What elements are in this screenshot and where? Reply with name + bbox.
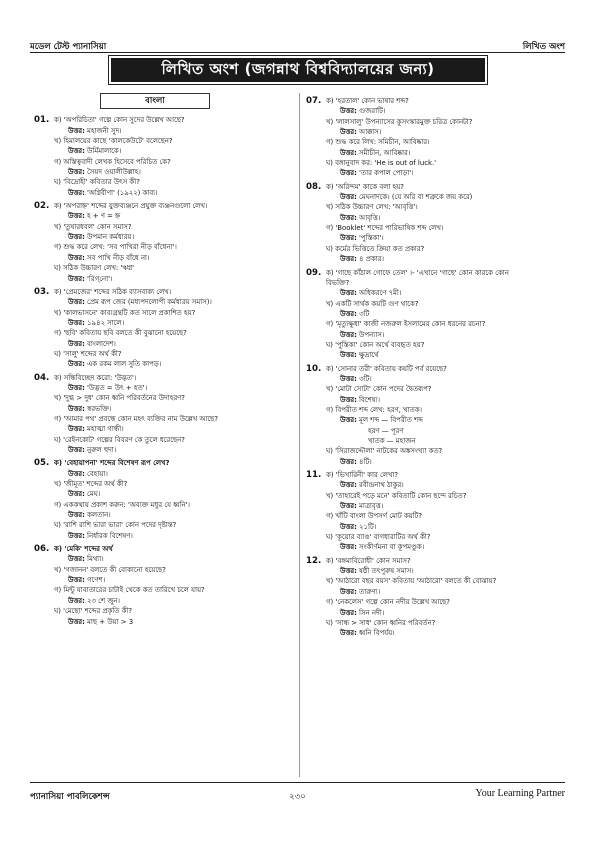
question-text: খ) একটি সার্থক কয়টি গুণ থাকে? bbox=[326, 299, 419, 308]
question-text: ঘ) 'পুস্তিকা' কোন অর্থে ব্যবহৃত হয়? bbox=[326, 340, 425, 349]
question-text: খ) 'আঠারো বছর বয়স' কবিতায় 'আঠারো' বলতে কী বোঝায়? bbox=[326, 577, 497, 586]
answer-text: নির্ধারক বিশেষণ। bbox=[84, 531, 133, 540]
answer-label: উত্তর: bbox=[68, 596, 85, 605]
answer-continuation: খাতক — মহাজন bbox=[368, 437, 416, 445]
answer-label: উত্তর: bbox=[68, 233, 85, 242]
answer-text: মাত্রাবৃত্ত। bbox=[356, 502, 384, 511]
question-text: গ) 'আমার পথ' প্রবন্ধে কোন মহৎ ব্যক্তির নাম উল্লেখ আছে? bbox=[54, 414, 218, 423]
answer-text: ষষ্ঠী তৎপুরুষ সমাস। bbox=[356, 567, 414, 576]
answer-text: সমীচীন, আবিষ্কার। bbox=[356, 148, 411, 157]
answer-text: 'রিগ্‌নো'। bbox=[84, 274, 113, 283]
answer-text: ২১টি। bbox=[356, 522, 377, 531]
answer-label: উত্তর: bbox=[68, 318, 85, 327]
question-body bbox=[54, 115, 296, 198]
answer-text: ২৩ শে জুন। bbox=[84, 596, 120, 605]
left-column bbox=[34, 93, 296, 627]
answer-text: রবীন্দ্রনাথ ঠাকুর। bbox=[356, 481, 404, 490]
question-text: গ) 'ছবি' কবিতায় ছবি বলতে কী বুঝানো হয়েছে? bbox=[54, 329, 187, 338]
answer-text: বেহায়া। bbox=[84, 469, 108, 478]
answer-text: মেঘ। bbox=[84, 490, 101, 499]
footer-rule bbox=[30, 782, 565, 783]
question-block bbox=[34, 544, 296, 627]
section-banner-title: লিখিত অংশ (জগন্নাথ বিশ্ববিদ্যালয়ের জন্য) bbox=[111, 58, 485, 82]
answer-label: উত্তর: bbox=[340, 289, 357, 298]
question-text: ক) 'গাছে কাঁঠাল গোফে তেল' ।- 'এখানে 'গাছে' কোন কারকে কোন bbox=[326, 268, 509, 277]
question-number: 10. bbox=[306, 363, 322, 374]
answer-line bbox=[54, 510, 296, 520]
answer-line bbox=[326, 233, 568, 243]
answer-line bbox=[326, 254, 568, 264]
question-body bbox=[326, 364, 568, 467]
question-text: গ) 'মৃত্যুক্ষুধা' কাজী নজরুল ইসলামের কোন ধরনের রচনা? bbox=[326, 320, 486, 329]
answer-text: হ + ণ = হ্ন bbox=[84, 212, 121, 221]
question-text: ঘ) কর্মের ভিত্তিতে ক্রিয়া কত প্রকার? bbox=[326, 244, 425, 253]
answer-text: বাংলাদেশ। bbox=[84, 339, 116, 348]
answer-line bbox=[326, 213, 568, 223]
answer-text: মহাজনী সুদ। bbox=[84, 126, 122, 135]
question-number: 03. bbox=[34, 286, 50, 297]
column-divider bbox=[299, 93, 300, 777]
question-text: ঘ) বঙ্গানুবাদ কর: 'He is out of luck.' bbox=[326, 159, 437, 168]
question-number: 07. bbox=[306, 96, 322, 106]
answer-line bbox=[326, 148, 568, 158]
answer-text: 'উদ্ভত = উৎ + হত'। bbox=[84, 383, 148, 392]
answer-line bbox=[326, 192, 568, 202]
subject-heading: বাংলা bbox=[100, 93, 210, 109]
question-body bbox=[54, 201, 296, 284]
answer-line bbox=[54, 253, 296, 263]
answer-text: সব পাখি নীড় বাঁধে না। bbox=[84, 253, 150, 262]
answer-line bbox=[326, 566, 568, 576]
question-text: ক) 'প্রেমজের' শব্দের সঠিক ব্যাসবাক্য লেখ। bbox=[54, 287, 172, 296]
answer-line bbox=[326, 608, 568, 618]
answer-line bbox=[54, 489, 296, 499]
question-body bbox=[54, 458, 296, 541]
question-text: ঘ) 'রেইনকোট' গল্পের বিবরণ কে তুলে ধরেছেন? bbox=[54, 435, 185, 444]
question-block bbox=[306, 96, 568, 179]
question-text: গ) অস্তিত্ববাদী লেখক হিসেবে পরিচিত কে? bbox=[54, 157, 171, 166]
question-block bbox=[34, 201, 296, 284]
answer-line bbox=[54, 211, 296, 221]
question-text: ঘ) 'রাশি রাশি ভারা ভারা' কোন পদের দৃষ্টান্ত? bbox=[54, 521, 177, 530]
answer-line bbox=[54, 617, 296, 627]
question-block bbox=[34, 458, 296, 541]
answer-text: স্বরভক্তি। bbox=[84, 404, 112, 413]
answer-label: উত্তর: bbox=[340, 213, 357, 222]
answer-label: উত্তর: bbox=[340, 522, 357, 531]
question-text: ঘ) 'সালু' শব্দের অর্থ কী? bbox=[54, 349, 122, 358]
answer-text: সিন নদী। bbox=[356, 608, 385, 617]
answer-line bbox=[326, 480, 568, 490]
answer-label: উত্তর: bbox=[340, 374, 357, 383]
question-text: খ) 'তাহারেই পড়ে মনে' কবিতাটি কোন ছন্দে রচিত? bbox=[326, 491, 467, 500]
question-text: ক) সন্ধিবিচ্ছেদ করো: 'উদ্ভত'। bbox=[54, 373, 137, 382]
question-text: খ) 'কালভাসনে' কাব্যগ্রন্থটি কত সালে প্রকাশিত হয়? bbox=[54, 308, 196, 317]
answer-label: উত্তর: bbox=[68, 383, 85, 392]
answer-line bbox=[54, 188, 296, 198]
header-section-title: লিখিত অংশ bbox=[522, 42, 565, 52]
answer-text: গুজরাটি। bbox=[356, 107, 386, 116]
question-text: খ) 'জীমূত' শব্দের অর্থ কী? bbox=[54, 480, 128, 489]
question-number: 01. bbox=[34, 115, 50, 126]
answer-line bbox=[326, 542, 568, 552]
question-text: ঘ) 'মেছো' শব্দের প্রকৃতি কী? bbox=[54, 607, 133, 616]
question-number: 11. bbox=[306, 470, 322, 481]
question-text: খ) 'দুগ্ধ > দুধ' কোন ধ্বনি পরিবর্তনের উদাহরণ? bbox=[54, 394, 185, 403]
answer-text: উর্মিমালাকে। bbox=[84, 147, 122, 156]
answer-label: উত্তর: bbox=[340, 543, 357, 552]
question-text: ক) 'অপরাহ্ন' শব্দের যুক্তব্যঞ্জনে প্রযুক্ত ব্যঞ্জনগুলো লেখ। bbox=[54, 202, 208, 211]
answer-line bbox=[326, 127, 568, 137]
answer-line bbox=[54, 126, 296, 136]
answer-line bbox=[326, 587, 568, 597]
answer-text: উপন্যাস। bbox=[356, 330, 385, 339]
answer-label: উত্তর: bbox=[68, 511, 85, 520]
question-number: 02. bbox=[34, 201, 50, 212]
answer-line bbox=[54, 596, 296, 606]
question-text: ক) 'অপরিচিতা' গল্পে কোন সুদের উল্লেখ আছে? bbox=[54, 116, 185, 125]
answer-line bbox=[326, 628, 568, 638]
question-text: ঘ) 'সিরাজদ্দৌলা' নাটকের অঙ্কসংখ্যা কত? bbox=[326, 447, 443, 456]
answer-line bbox=[326, 395, 568, 405]
answer-line bbox=[326, 288, 568, 298]
answer-line bbox=[326, 350, 568, 360]
answer-text: নুরুল হুদা। bbox=[84, 446, 117, 454]
question-text: ক) 'হরতাল' কোন ভাষার শব্দ? bbox=[326, 97, 409, 105]
question-text: খ) হিমালয়ের কাছে 'কালকেউটে' বলেছেন? bbox=[54, 137, 173, 146]
answer-label: উত্তর: bbox=[68, 425, 85, 434]
answer-text: আক্কাস। bbox=[356, 128, 382, 137]
answer-text: উপমান কর্মধারয়। bbox=[84, 233, 135, 242]
answer-label: উত্তর: bbox=[340, 416, 357, 425]
question-block bbox=[34, 115, 296, 198]
answer-line bbox=[54, 469, 296, 479]
right-column bbox=[306, 93, 568, 639]
question-number: 09. bbox=[306, 267, 322, 278]
question-number: 05. bbox=[34, 458, 50, 469]
footer-publisher: প্যানাসিয়া পাবলিকেশন্স bbox=[30, 792, 110, 802]
answer-line bbox=[54, 232, 296, 242]
answer-text: ৪ প্রকার। bbox=[356, 255, 384, 264]
question-body bbox=[326, 268, 568, 361]
answer-line bbox=[54, 339, 296, 349]
answer-continuation: হরণ — পূরণ bbox=[368, 426, 404, 435]
answer-label: উত্তর: bbox=[68, 339, 85, 348]
answer-text: বিশেষ্য। bbox=[356, 395, 380, 404]
answer-line bbox=[54, 575, 296, 585]
answer-text: ৪টি। bbox=[356, 457, 372, 466]
answer-text: মেঘনাদকে। (যে অরি বা শত্রুকে জয় করে) bbox=[356, 193, 473, 202]
question-body bbox=[54, 373, 296, 456]
answer-label: উত্তর: bbox=[340, 629, 357, 638]
answer-label: উত্তর: bbox=[340, 309, 357, 318]
answer-text: ধ্বনি বিপর্যয়। bbox=[356, 629, 395, 638]
question-number: 08. bbox=[306, 181, 322, 192]
question-text: গ) শুদ্ধ করে লেখ: 'সব পাখিরা নীড় বাঁধেনা'। bbox=[54, 243, 177, 252]
header-book-title: মডেল টেস্ট প্যানাসিয়া bbox=[30, 42, 107, 52]
question-block bbox=[34, 373, 296, 456]
answer-label: উত্তর: bbox=[68, 188, 85, 197]
question-number: 12. bbox=[306, 555, 322, 566]
answer-line bbox=[54, 445, 296, 455]
answer-label: উত্তর: bbox=[340, 255, 357, 264]
question-number: 06. bbox=[34, 544, 50, 555]
answer-line bbox=[326, 309, 568, 319]
question-text: ঘ) 'সান্ধ > সাধ' কোন ধ্বনির পরিবর্তন? bbox=[326, 618, 436, 627]
answer-line bbox=[326, 522, 568, 532]
answer-label: উত্তর: bbox=[340, 107, 357, 116]
question-text: খ) 'লালসালু' উপন্যাসের কুসংস্কারমুক্ত চরিত্র কোনটা? bbox=[326, 117, 473, 126]
answer-text: 'পুস্তিকা'। bbox=[356, 234, 384, 243]
answer-line bbox=[326, 330, 568, 340]
answer-line bbox=[326, 106, 568, 116]
header-rule bbox=[30, 52, 565, 53]
answer-text: এক রকম লাল সুতি কাপড়। bbox=[84, 360, 162, 369]
answer-label: উত্তর: bbox=[340, 481, 357, 490]
question-body bbox=[326, 96, 568, 179]
question-text: ক) 'মেকি' শব্দের অর্থ bbox=[54, 545, 113, 554]
answer-text: মহাত্মা গান্ধী। bbox=[84, 425, 124, 434]
answer-line bbox=[54, 146, 296, 156]
answer-label: উত্তর: bbox=[68, 274, 85, 283]
question-text: গ) 'Booklet' শব্দের পারিভাষিক শব্দ লেখ। bbox=[326, 224, 444, 233]
answer-label: উত্তর: bbox=[340, 587, 357, 596]
answer-label: উত্তর: bbox=[68, 555, 85, 564]
answer-text: মাছ + উয়া > 3 bbox=[84, 617, 134, 626]
question-text: ক) 'অরিন্দম' কাকে বলা হয়? bbox=[326, 182, 404, 191]
answer-label: উত্তর: bbox=[340, 457, 357, 466]
answer-text: ৩টি। bbox=[356, 374, 372, 383]
question-text: ক) 'বেহায়াপনা' শব্দের বিশেষণ রূপ লেখ? bbox=[54, 459, 170, 468]
answer-line bbox=[326, 374, 568, 384]
answer-text: গণেশ। bbox=[84, 576, 106, 585]
section-banner bbox=[108, 55, 488, 85]
footer-tagline: Your Learning Partner bbox=[475, 788, 565, 799]
question-block bbox=[306, 182, 568, 265]
question-text: গ) খাঁটি বাংলা উপসর্গ মোট কয়টি? bbox=[326, 512, 423, 521]
question-text: খ) 'তুষারধবল' কোন সমাস? bbox=[54, 222, 132, 231]
question-body bbox=[326, 182, 568, 265]
question-text: ঘ) 'বিদ্রোহী' কবিতার উৎস কী? bbox=[54, 178, 140, 187]
answer-label: উত্তর: bbox=[68, 298, 85, 307]
answer-line bbox=[54, 274, 296, 284]
question-block bbox=[34, 287, 296, 370]
question-text: ক) 'বঙ্গমাবিরোধী' কোন সমাস? bbox=[326, 556, 411, 565]
question-text: ক) 'ভিখারিনী' কার লেখা? bbox=[326, 471, 399, 480]
answer-text: মূল শব্দ — বিপরীত শব্দ bbox=[356, 416, 423, 425]
answer-label: উত্তর: bbox=[68, 469, 85, 478]
question-text: খ) সঠিক উচ্চারণ লেখ: 'আবৃত্তি'। bbox=[326, 203, 418, 212]
answer-line bbox=[54, 404, 296, 414]
answer-text: ক্ষুদ্রার্থে bbox=[356, 351, 379, 360]
answer-line bbox=[54, 531, 296, 541]
answer-text: আবৃত্তি। bbox=[356, 213, 381, 222]
answer-text: প্রেম রূপ জের (মধ্যপদলোপী কর্মধারয় সমাস)। bbox=[84, 298, 212, 307]
question-number: 04. bbox=[34, 372, 50, 383]
question-text: খ) 'মোটা সোটা' কোন পদের দ্বৈতরূপ? bbox=[326, 385, 432, 394]
answer-text: 'অগ্নিবীণা' (১৯২২) কাব্য। bbox=[84, 188, 158, 197]
answer-line bbox=[326, 501, 568, 511]
answer-label: উত্তর: bbox=[68, 147, 85, 156]
answer-label: উত্তর: bbox=[340, 169, 357, 178]
answer-text: অধিকরণে ৭মী। bbox=[356, 289, 402, 298]
answer-line bbox=[54, 554, 296, 564]
question-block bbox=[306, 556, 568, 639]
answer-text: সৈয়দ ওয়ালীউল্লাহ। bbox=[84, 168, 141, 177]
answer-label: উত্তর: bbox=[340, 330, 357, 339]
answer-line bbox=[326, 457, 568, 467]
question-text: ঘ) সঠিক উচ্চারণ লেখ: 'ঋগ্ন' bbox=[54, 264, 134, 273]
question-body bbox=[54, 287, 296, 370]
answer-text: 'তার কপাল পোড়া'। bbox=[356, 169, 414, 178]
question-continuation: বিভক্তি? bbox=[326, 278, 350, 287]
answer-label: উত্তর: bbox=[68, 446, 85, 454]
question-body bbox=[54, 544, 296, 627]
answer-label: উত্তর: bbox=[68, 126, 85, 135]
answer-label: উত্তর: bbox=[68, 360, 85, 369]
answer-label: উত্তর: bbox=[68, 212, 85, 221]
answer-text: কলতান। bbox=[84, 511, 111, 520]
question-block bbox=[306, 470, 568, 553]
answer-text: তারুণ্য। bbox=[356, 587, 381, 596]
answer-line bbox=[54, 297, 296, 307]
answer-label: উত্তর: bbox=[68, 168, 85, 177]
answer-line bbox=[326, 168, 568, 178]
question-text: গ) বিপরীত শব্দ লেখ: হরণ, খাতক। bbox=[326, 405, 423, 414]
answer-line bbox=[54, 383, 296, 393]
answer-label: উত্তর: bbox=[68, 617, 85, 626]
answer-label: উত্তর: bbox=[340, 502, 357, 511]
answer-label: উত্তর: bbox=[68, 404, 85, 413]
answer-line bbox=[54, 318, 296, 328]
answer-text: ১৯৪২ সালে। bbox=[84, 318, 125, 327]
answer-text: মিথ্যা। bbox=[84, 555, 104, 564]
question-block bbox=[306, 268, 568, 361]
question-text: গ) মিন্টু যাবাতারের চাটাই থেকে কত তারিখে চলে যায়? bbox=[54, 586, 205, 595]
question-text: গ) শুদ্ধ করে লিখ: সমিচীন, আবিষ্কার। bbox=[326, 138, 430, 147]
answer-label: উত্তর: bbox=[68, 576, 85, 585]
answer-label: উত্তর: bbox=[340, 193, 357, 202]
question-text: ক) 'সোনার তরী' কবিতায় কয়টি পর্ব রয়েছে? bbox=[326, 364, 447, 373]
answer-label: উত্তর: bbox=[340, 148, 357, 157]
page-number: ২৩০ bbox=[289, 792, 306, 802]
answer-line bbox=[54, 359, 296, 369]
answer-label: উত্তর: bbox=[340, 608, 357, 617]
answer-label: উত্তর: bbox=[68, 253, 85, 262]
question-text: গ) এককথায় প্রকাশ করুন: 'অব্যক্ত মধুর যে ধ্বনি'। bbox=[54, 500, 190, 509]
question-block bbox=[306, 364, 568, 467]
answer-label: উত্তর: bbox=[340, 567, 357, 576]
answer-label: উত্তর: bbox=[340, 128, 357, 137]
answer-text: ৩টি bbox=[356, 309, 370, 318]
answer-label: উত্তর: bbox=[68, 531, 85, 540]
answer-line bbox=[54, 424, 296, 434]
answer-label: উত্তর: bbox=[340, 395, 357, 404]
question-text: ঘ) 'কূয়োর ব্যাঙ' বাগধারাটির অর্থ কী? bbox=[326, 533, 431, 542]
question-body bbox=[326, 470, 568, 553]
question-body bbox=[326, 556, 568, 639]
answer-text: সংকীর্ণমনা বা কূপমণ্ডুক। bbox=[356, 543, 425, 552]
question-text: খ) 'গজানন' বলতে কী বোকানো হয়েছে? bbox=[54, 565, 166, 574]
answer-label: উত্তর: bbox=[340, 351, 357, 360]
question-text: গ) 'নেকলেস' গল্পে কোন নদীর উল্লেখ আছে? bbox=[326, 598, 450, 607]
answer-line bbox=[326, 415, 568, 425]
answer-label: উত্তর: bbox=[68, 490, 85, 499]
answer-label: উত্তর: bbox=[340, 234, 357, 243]
answer-line bbox=[54, 167, 296, 177]
